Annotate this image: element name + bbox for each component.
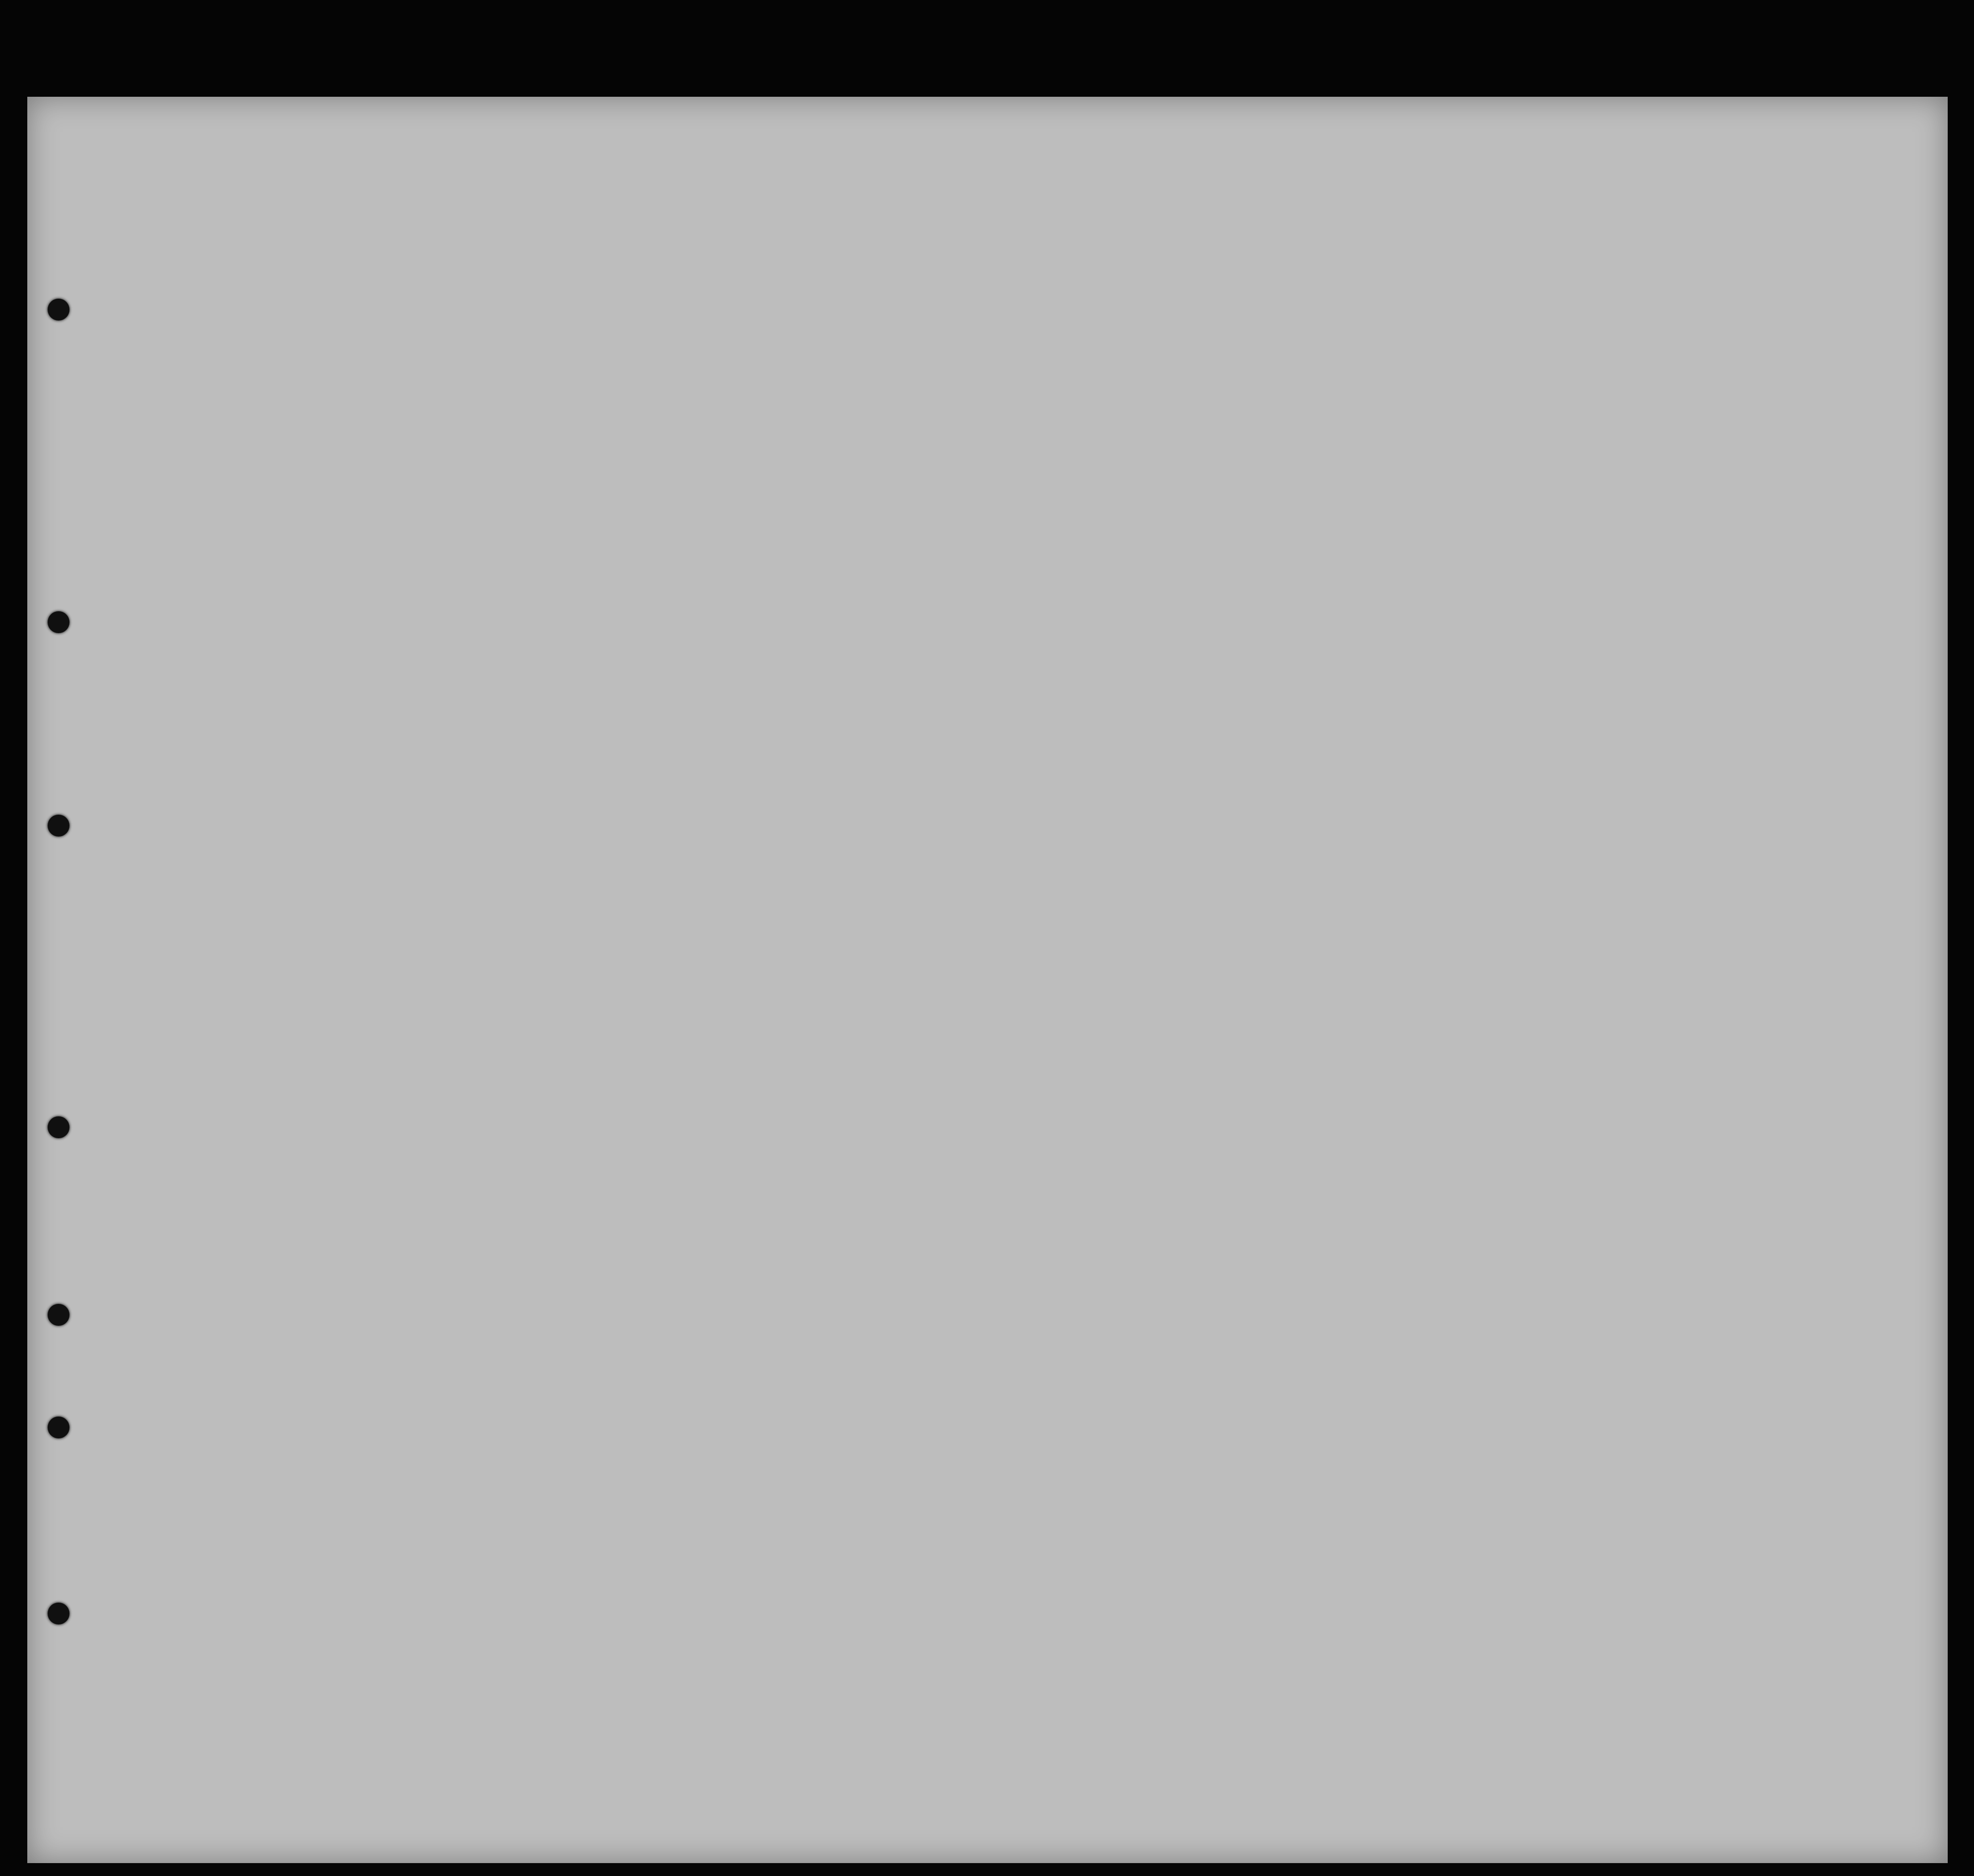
binder-hole xyxy=(48,1603,69,1624)
binder-hole xyxy=(48,611,69,633)
binder-hole xyxy=(48,815,69,837)
binder-hole xyxy=(48,1116,69,1138)
manifest-sheet xyxy=(27,97,1948,1863)
binder-hole xyxy=(48,299,69,321)
binder-hole xyxy=(48,1417,69,1438)
binder-hole xyxy=(48,1304,69,1326)
manifest-grid xyxy=(27,97,1948,1863)
